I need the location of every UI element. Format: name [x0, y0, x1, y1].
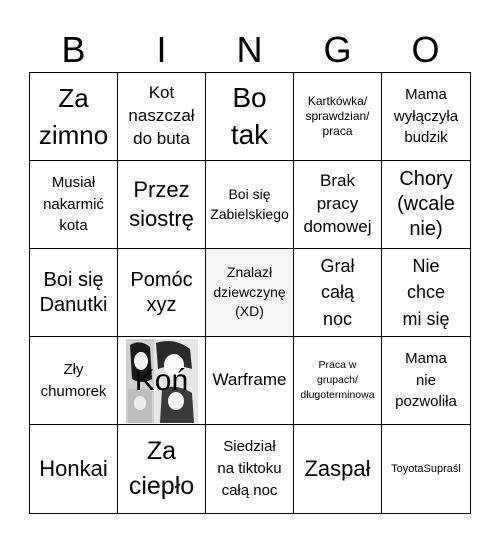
- bingo-cell[interactable]: Zaspał: [294, 425, 382, 513]
- bingo-cell[interactable]: Mama nie pozwoliła: [382, 337, 470, 425]
- bingo-cell[interactable]: Siedział na tiktoku całą noc: [206, 425, 294, 513]
- bingo-cell[interactable]: Honkai: [30, 425, 118, 513]
- bingo-cell[interactable]: Boi się Zabielskiego: [206, 161, 294, 249]
- bingo-cell[interactable]: ToyotaSupraśl: [391, 463, 461, 475]
- bingo-cell[interactable]: Kartkówka/ sprawdzian/ praca: [294, 73, 382, 161]
- free-space-cell[interactable]: Znalazł dziewczynę (XD): [206, 249, 294, 337]
- header-letter-g: G: [323, 29, 353, 70]
- bingo-cell[interactable]: Chory (wcale nie): [382, 161, 470, 249]
- bingo-cell[interactable]: Mama wyłączyła budzik: [382, 73, 470, 161]
- bingo-cell[interactable]: Grał całą noc: [294, 249, 382, 337]
- header-letter-n: N: [236, 29, 264, 70]
- bingo-cell[interactable]: Przez siostrę: [118, 161, 206, 249]
- bingo-cell[interactable]: Bo tak: [206, 73, 294, 161]
- bingo-cell[interactable]: Warframe: [206, 337, 294, 425]
- bingo-cell[interactable]: Za zimno: [30, 73, 118, 161]
- bingo-cell-image[interactable]: Koń: [118, 337, 206, 425]
- bingo-cell[interactable]: Pomóc xyz: [118, 249, 206, 337]
- header-letter-i: I: [156, 29, 168, 70]
- header-letter-o: O: [411, 29, 441, 70]
- bingo-cell[interactable]: Boi się Danutki: [30, 249, 118, 337]
- bingo-cell[interactable]: Zły chumorek: [30, 337, 118, 425]
- bingo-cell[interactable]: Za ciepło: [118, 425, 206, 513]
- bingo-header: [30, 28, 470, 72]
- bingo-grid: [29, 72, 471, 514]
- bingo-cell[interactable]: Musiał nakarmić kota: [30, 161, 118, 249]
- bingo-cell[interactable]: Nie chce mi się: [382, 249, 470, 337]
- bingo-cell[interactable]: Kot naszczał do buta: [118, 73, 206, 161]
- bingo-cell[interactable]: Praca w grupach/ długoterminowa: [294, 337, 382, 425]
- header-letter-b: B: [61, 29, 87, 70]
- bingo-cell[interactable]: Brak pracy domowej: [294, 161, 382, 249]
